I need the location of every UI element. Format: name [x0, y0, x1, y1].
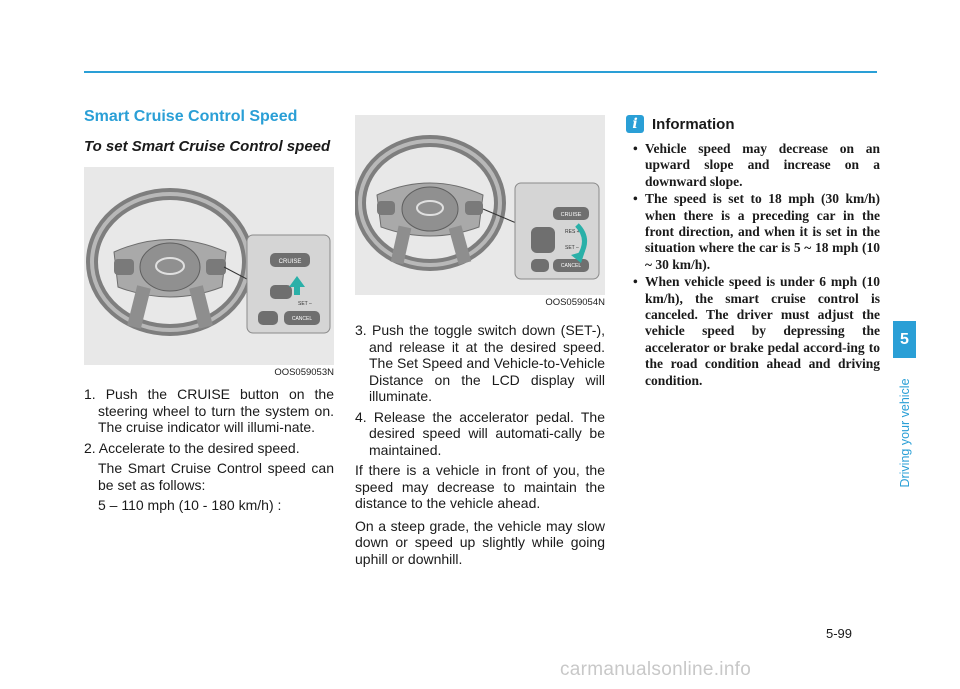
info-list — [626, 141, 880, 389]
header-rule — [84, 71, 877, 73]
cruise-label: CRUISE — [278, 259, 302, 265]
info-item: • The speed is set to 18 mph (30 km/h) when there is a preceding car in the front direction, and when it is set in the situation where the car is 5 ~ 18 mph (10 ~ 30 km/h). — [626, 191, 880, 273]
set-label: SET – — [565, 245, 579, 251]
section-title: Smart Cruise Control Speed — [84, 108, 298, 125]
info-item: • Vehicle speed may decrease on an upward slope and increase on a downward slope. — [626, 141, 880, 190]
column-right — [626, 115, 880, 390]
info-header — [626, 115, 880, 133]
cancel-label: CANCEL — [560, 263, 582, 269]
set-label: SET – — [298, 301, 312, 307]
column-middle — [355, 115, 605, 567]
steering-wheel-illustration — [355, 115, 605, 295]
cruise-label: CRUISE — [560, 212, 582, 218]
page-number: 5-99 — [826, 626, 853, 641]
chapter-tab: 5 — [893, 321, 916, 358]
info-item: • When vehicle speed is under 6 mph (10 km/h), the smart cruise control is canceled. The driver must adjust the vehicle speed by depressing the accelerator or brake pedal accord-ing to the road condition ahead and driving condition. — [626, 274, 880, 389]
chapter-label — [896, 368, 914, 498]
subsection-title: To set Smart Cruise Control speed — [84, 138, 331, 155]
cancel-label: CANCEL — [291, 316, 313, 322]
figure-steering-wheel-cruise — [84, 167, 334, 365]
info-title: Information — [652, 115, 735, 133]
column-left — [84, 108, 334, 514]
info-icon: i — [626, 115, 644, 133]
chapter-label-text: Driving your vehicle — [898, 378, 912, 488]
paragraph-steep-grade: On a steep grade, the vehicle may slow down or speed up slightly while going uphill or downhill. — [355, 517, 605, 567]
step-4: 4. Release the accelerator pedal. The desired speed will automati-cally be maintained. — [355, 408, 605, 458]
speed-range: 5 – 110 mph (10 - 180 km/h) : — [98, 497, 282, 513]
figure-code: OOS059053N — [274, 367, 334, 378]
res-label: RES + — [565, 229, 580, 235]
paragraph-vehicle-ahead: If there is a vehicle in front of you, the speed may decrease to maintain the distance to the vehicle ahead. — [355, 462, 605, 511]
step-3: 3. Push the toggle switch down (SET-), and release it at the desired speed. The Set Speed and Vehicle-to-Vehicle Distance on the LCD display will illuminate. — [355, 322, 605, 404]
steering-wheel-illustration — [84, 167, 334, 365]
watermark: carmanualsonline.info — [560, 659, 752, 680]
figure-code: OOS059054N — [545, 297, 605, 308]
step-1: 1. Push the CRUISE button on the steering wheel to turn the system on. The cruise indicator will illumi-nate. — [84, 386, 334, 435]
step-2: 2. Accelerate to the desired speed. — [84, 439, 300, 456]
figure-steering-wheel-toggle — [355, 115, 605, 295]
speed-note: The Smart Cruise Control speed can be set as follows: — [98, 460, 334, 493]
